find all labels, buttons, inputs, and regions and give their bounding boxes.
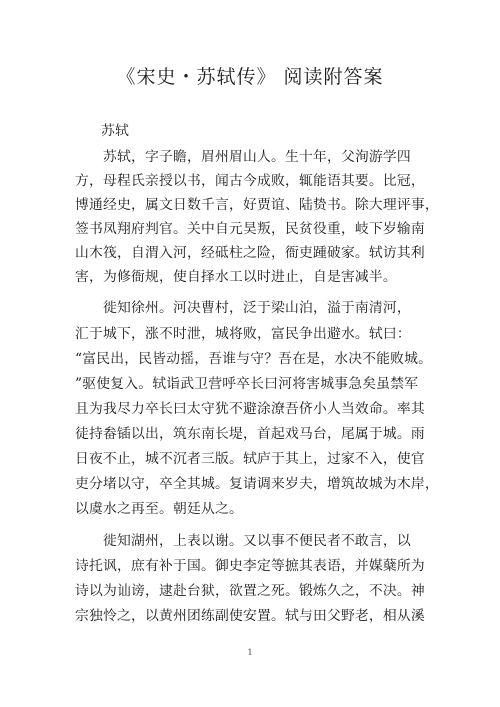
text-line: “富民出，民皆动摇，吾谁与守？吾在是，水决不能败城。 (75, 351, 433, 367)
text-line: 日夜不止，城不沉者三版。轼庐于其上，过家不入，使官 (75, 451, 425, 467)
text-line: 方，母程氏亲授以书，闻古今成败，辄能语其要。比冠， (75, 173, 425, 189)
text-line: 汇于城下，涨不时泄，城将败，富民争出避水。轼曰： (75, 326, 411, 342)
text-line: 诗以为讪谤，逮赴台狱，欲置之死。锻炼久之，不决。神 (75, 583, 425, 599)
section-heading: 苏轼 (101, 123, 129, 139)
text-line: 以虞水之再至。朝廷从之。 (75, 501, 243, 517)
text-line: 吏分堵以守，卒全其城。复请调来岁夫，增筑故城为木岸， (75, 476, 439, 492)
text-line: 山木筏，自渭入河，经砥柱之险，衙吏踵破家。轼访其利 (75, 245, 425, 261)
text-line: 徙知徐州。河决曹村，泛于梁山泊，溢于南清河， (75, 300, 411, 316)
text-line: ”驱使复入。轼诣武卫营呼卒长曰河将害城事急矣虽禁军 (75, 376, 419, 392)
page-number: 1 (247, 648, 253, 657)
text-line: 宗独怜之，以黄州团练副使安置。轼与田父野老，相从溪 (75, 608, 425, 624)
text-line: 签书凤翔府判官。关中自元昊叛，民贫役重，岐下岁输南 (75, 221, 425, 237)
text-line: 徙知湖州，上表以谢。又以事不便民者不敢言，以 (75, 533, 411, 549)
text-line: 诗托讽，庶有补于国。御史李定等摭其表语，并媒蘖所为 (75, 558, 425, 574)
text-line: 且为我尽力卒长曰太守犹不避涂潦吾侪小人当效命。率其 (75, 401, 425, 417)
document-title: 《宋史・苏轼传》 阅读附答案 (116, 66, 384, 88)
text-line: 博通经史，属文日数千言，好贾谊、陆贽书。除大理评事， (75, 197, 439, 213)
text-line: 徒持畚锸以出，筑东南长堤，首起戏马台，尾属于城。雨 (75, 426, 425, 442)
text-line: 苏轼，字子瞻，眉州眉山人。生十年，父洵游学四 (75, 149, 411, 165)
text-line: 害，为修衙规，使自择水工以时进止，自是害减半。 (75, 269, 397, 285)
